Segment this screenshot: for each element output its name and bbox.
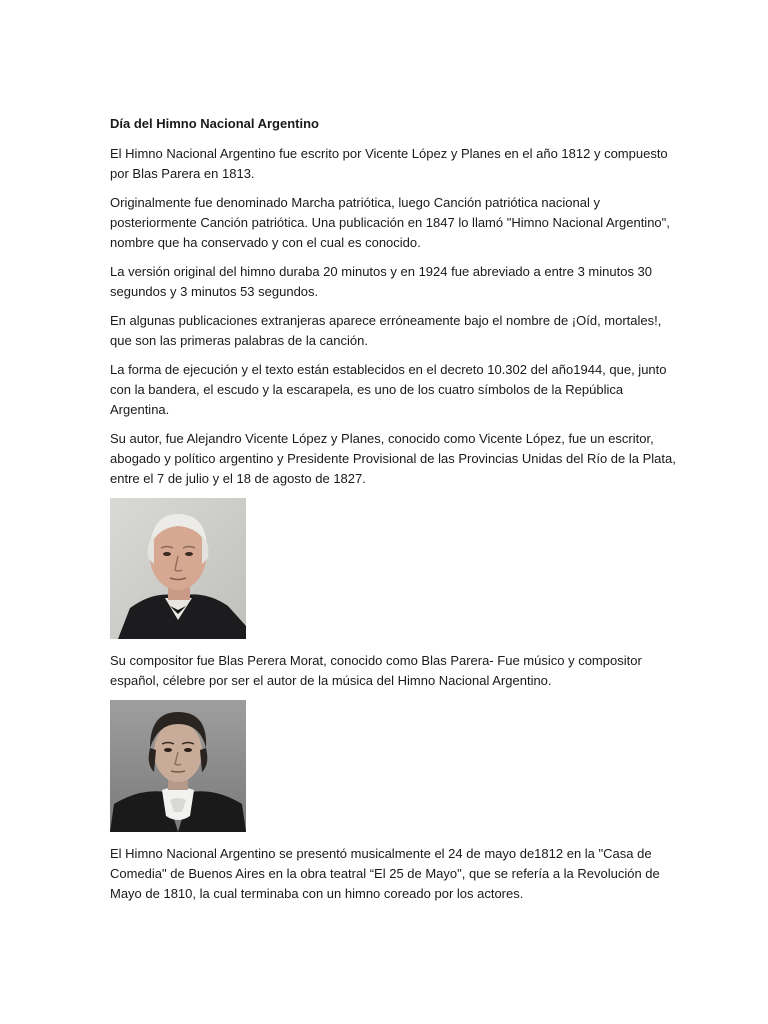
paragraph-4: En algunas publicaciones extranjeras aparece erróneamente bajo el nombre de ¡Oíd, mortales!, que son las primeras palabras de la canción. (110, 313, 662, 348)
document-title: Día del Himno Nacional Argentino (110, 116, 319, 131)
paragraph-7: Su compositor fue Blas Perera Morat, conocido como Blas Parera- Fue músico y compositor español, célebre por ser el autor de la música del Himno Nacional Argentino. (110, 653, 642, 688)
portrait-vicente-lopez (110, 498, 246, 639)
paragraph-8: El Himno Nacional Argentino se presentó musicalmente el 24 de mayo de1812 en la "Casa de Comedia" de Buenos Aires en la obra teatral “El 25 de Mayo", que se refería a la Revolución de Mayo de 1810, la cual terminaba con un himno coreado por los actores. (110, 846, 660, 901)
portrait-blas-parera (110, 700, 246, 832)
paragraph-5: La forma de ejecución y el texto están establecidos en el decreto 10.302 del año1944, que, junto con la bandera, el escudo y la escarapela, es uno de los cuatro símbolos de la República Argentina. (110, 362, 667, 417)
paragraph-2: Originalmente fue denominado Marcha patriótica, luego Canción patriótica nacional y posteriormente Canción patriótica. Una publicación en 1847 lo llamó "Himno Nacional Argentino", nombre que ha conservado y con el cual es conocido. (110, 195, 670, 250)
paragraph-3: La versión original del himno duraba 20 minutos y en 1924 fue abreviado a entre 3 minutos 30 segundos y 3 minutos 53 segundos. (110, 264, 653, 299)
document-body (110, 114, 682, 913)
paragraph-1: El Himno Nacional Argentino fue escrito por Vicente López y Planes en el año 1812 y compuesto por Blas Parera en 1813. (110, 146, 668, 181)
paragraph-6: Su autor, fue Alejandro Vicente López y Planes, conocido como Vicente López, fue un escritor, abogado y político argentino y Presidente Provisional de las Provincias Unidas del Río de la Plata, entre el 7 de julio y el 18 de agosto de 1827. (110, 431, 676, 486)
